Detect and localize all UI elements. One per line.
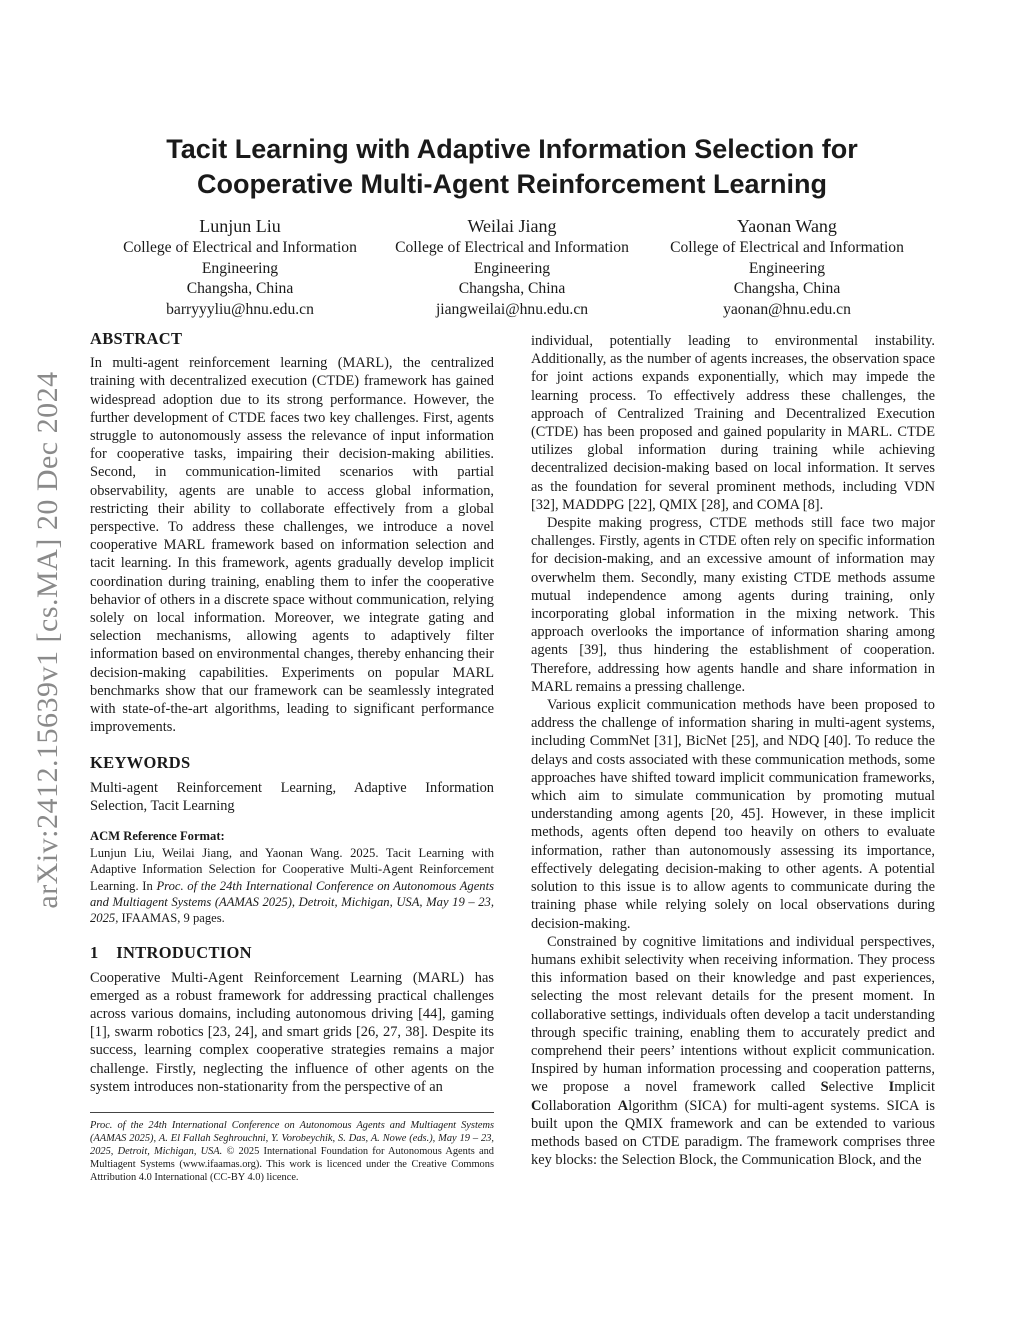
author-name: Yaonan Wang: [737, 216, 837, 236]
introduction-paragraph-1: Cooperative Multi-Agent Reinforcement Learning (MARL) has emerged as a robust framework for addressing practical challenges across various domains, including autonomous driving [44], gaming [1], swarm robotics [23, 24], and smart grids [26, 27, 38]. Despite its success, learning complex cooperative strategies remains a major challenge. Firstly, neglecting the influence of other agents on the system introduces non-stationarity from the perspective of an: [90, 969, 494, 1095]
acm-reference-publisher: , IFAAMAS, 9 pages.: [115, 911, 225, 926]
sica-letter-a: A: [617, 1097, 629, 1114]
keywords-text: Multi-agent Reinforcement Learning, Adaptive Information Selection, Tacit Learning: [90, 779, 494, 814]
footnote-conference: Proc. of the 24th International Conference on Autonomous Agents and Multiagent Systems (AAMAS 2025), A. El Fallah Seghrouchni, Y. Vorobeychik, S. Das, A. Nowe (eds.), May 19 – 23, 2025, Detroit, Michigan, USA.: [90, 1120, 494, 1157]
sica-letter-s: S: [820, 1079, 829, 1096]
acm-reference-venue: Proc. of the 24th International Conference on Autonomous Agents and Multiagent Systems (AAMAS 2025), Detroit, Michigan, USA, May 19 – 23, 2025: [90, 878, 494, 926]
keywords-heading: KEYWORDS: [90, 753, 191, 773]
sica-word-1: elective: [828, 1079, 889, 1096]
title-line-2: Cooperative Multi-Agent Reinforcement Learning: [196, 169, 828, 199]
paragraph-5-end: (SICA) for multi-agent systems. SICA is built upon the QMIX framework and can be extended to various methods based on CTDE paradigm. The framework comprises three key blocks: the Selection Block, the Communication Block, and the: [531, 1097, 935, 1169]
author-location: Changsha, China: [186, 280, 294, 297]
author-2: [372, 214, 652, 320]
sica-letter-c: C: [531, 1097, 542, 1114]
author-location: Changsha, China: [733, 280, 841, 297]
author-email: jiangweilai@hnu.edu.cn: [435, 300, 589, 318]
author-affiliation-line2: Engineering: [201, 259, 279, 277]
right-column: [531, 332, 935, 1169]
paragraph-5-start: Constrained by cognitive limitations and individual perspectives, humans exhibit selectivity when receiving information. They process this information based on their knowledge and past experiences, selecting the most relevant details for the present moment. In collaborative settings, individuals often develop a tacit understanding through specific training, enabling them to accurately predict and comprehend their peers’ intentions without explicit communication. Inspired by human information processing and cooperation patterns, we propose a novel framework called: [531, 933, 935, 1096]
author-location: Changsha, China: [458, 280, 566, 297]
introduction-paragraph-5: [531, 933, 935, 1170]
paper-title: [100, 132, 924, 202]
introduction-paragraph-4: Various explicit communication methods have been proposed to address the challenge of information sharing in multi-agent systems, including CommNet [31], BicNet [25], and NDQ [40]. To reduce the delays and costs associated with these communication methods, some approaches have shifted toward implicit communication frameworks, which aim to simulate communication by promoting mutual understanding among agents [20, 45]. However, in these implicit methods, agents often depend too heavily on others to evaluate information, rather than autonomously assessing its importance, effectively delegating decision-making to other agents. A potential solution to this issue is to allow agents to communicate during the training phase while relying solely on local observations during decision-making.: [531, 697, 935, 932]
author-affiliation: College of Electrical and Information: [395, 239, 629, 256]
arxiv-identifier-stamp: arXiv:2412.15639v1 [cs.MA] 20 Dec 2024: [31, 371, 64, 909]
author-name: Lunjun Liu: [199, 216, 281, 236]
left-column: [90, 330, 494, 1096]
author-affiliation: College of Electrical and Information: [670, 239, 904, 256]
author-affiliation: College of Electrical and Information: [123, 239, 357, 256]
title-line-1: Tacit Learning with Adaptive Information Selection for: [166, 134, 858, 164]
introduction-paragraph-2: individual, potentially leading to environmental instability. Additionally, as the number of agents increases, the observation space for joint actions expands exponentially, which may impede the learning process. To effectively address these challenges, the approach of Centralized Training and Decentralized Execution (CTDE) has been proposed and gained popularity in MARL. CTDE utilizes global information during training while achieving decentralized decision-making based on local information. It serves as the foundation for several prominent methods, including VDN [32], MADDPG [22], QMIX [28], and COMA [8].: [531, 333, 935, 513]
copyright-footnote: [90, 1112, 494, 1184]
acm-reference-heading: ACM Reference Format:: [90, 829, 225, 844]
author-email: barryyyliu@hnu.edu.cn: [166, 300, 314, 318]
author-3: [647, 214, 927, 320]
sica-word-4: lgorithm: [628, 1097, 678, 1114]
footnote-license: © 2025 International Foundation for Autonomous Agents and Multiagent Systems (www.ifaamas.org). This work is licenced under the Creative Commons Attribution 4.0 International (CC-BY 4.0) licence.: [90, 1146, 494, 1183]
sica-letter-i: I: [888, 1079, 895, 1096]
introduction-heading: 1 INTRODUCTION: [90, 943, 252, 963]
sica-word-3: ollaboration: [541, 1097, 618, 1114]
acm-reference-text: [90, 845, 494, 926]
acm-reference-authors: Lunjun Liu, Weilai Jiang, and Yaonan Wang. 2025. Tacit Learning with Adaptive Information Selection for Cooperative Multi-Agent Reinforcement Learning. In: [90, 846, 494, 893]
introduction-paragraph-3: Despite making progress, CTDE methods still face two major challenges. Firstly, agents in CTDE often rely on specific information for decision-making, and an excessive amount of information may overwhelm them. Secondly, many existing CTDE methods assume mutual independence among agents during training, only incorporating global information in the mixing network. This approach overlooks the importance of information sharing among agents [39], thus hindering the establishment of cooperation. Therefore, addressing how agents handle and share information in MARL remains a pressing challenge.: [531, 515, 935, 695]
abstract-heading: ABSTRACT: [90, 329, 183, 348]
author-name: Weilai Jiang: [467, 216, 557, 236]
author-email: yaonan@hnu.edu.cn: [723, 300, 851, 318]
author-affiliation-line2: Engineering: [748, 259, 826, 277]
author-affiliation-line2: Engineering: [473, 259, 551, 277]
sica-word-2: mplicit: [894, 1079, 935, 1096]
abstract-text: In multi-agent reinforcement learning (MARL), the centralized training with decentralized execution (CTDE) framework has gained widespread adoption due to its strong performance. However, the further development of CTDE faces two key challenges. First, agents struggle to autonomously assess the relevance of input information for cooperative tasks, impairing their decision-making abilities. Second, in communication-limited scenarios with partial observability, agents are unable to access global information, restricting their ability to collaborate effectively from a global perspective. To address these challenges, we introduce a novel cooperative MARL framework based on information selection and tacit learning. In this framework, agents gradually develop implicit coordination during training, enabling them to infer the cooperative behavior of others in a discrete space without communication, relying solely on local information. Moreover, we integrate gating and selection mechanisms, allowing agents to adaptively filter information based on environmental changes, thereby enhancing their decision-making capabilities. Experiments on popular MARL benchmarks show that our framework can be seamlessly integrated with state-of-the-art algorithms, leading to significant performance improvements.: [90, 355, 494, 736]
author-1: [100, 214, 380, 320]
